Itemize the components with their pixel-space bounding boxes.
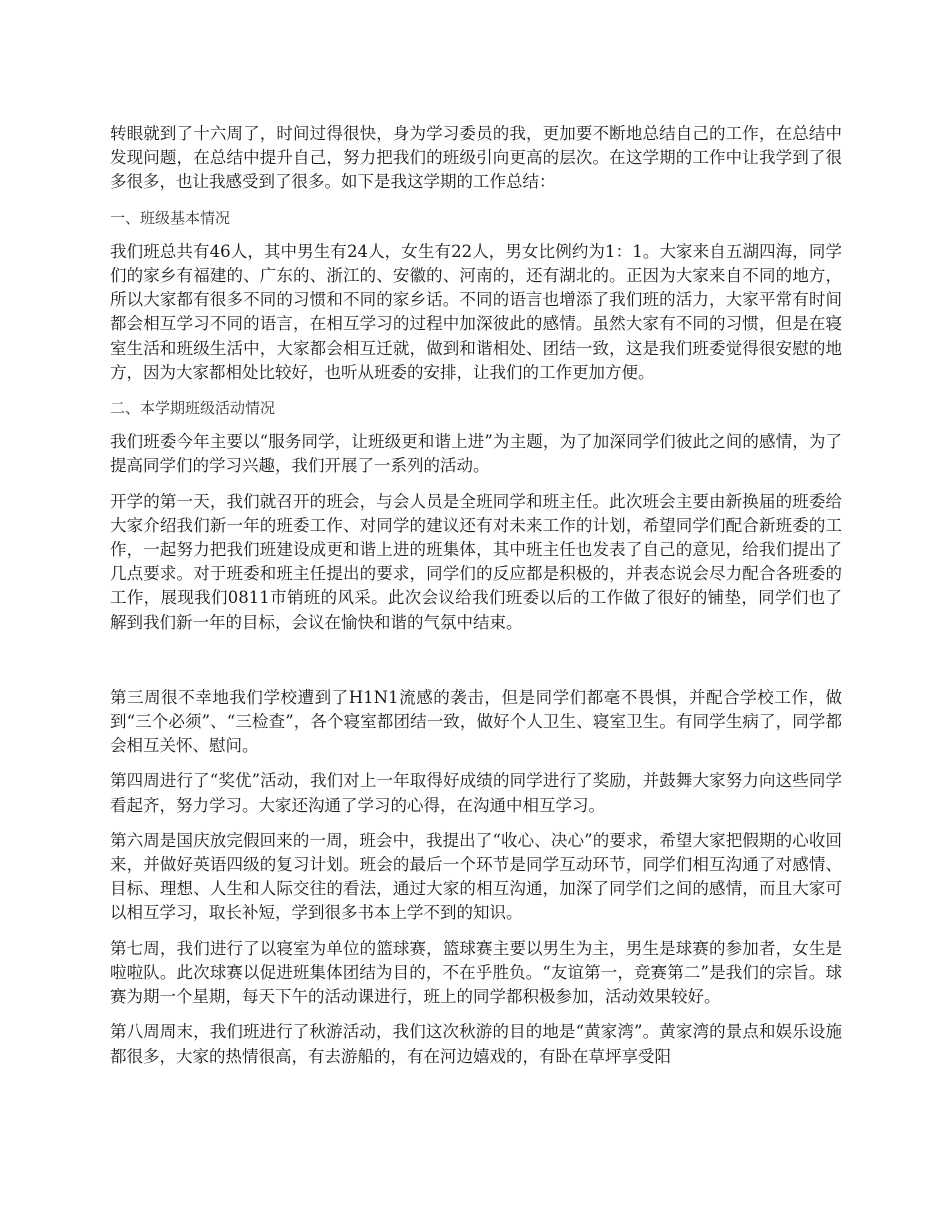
document-body: [110, 122, 842, 1080]
section-heading-class-activities: 二、本学期班级活动情况: [110, 399, 276, 418]
week-four-paragraph: 第四周进行了“奖优”活动，我们对上一年取得好成绩的同学进行了奖励，并鼓舞大家努力向这些同学看起齐，努力学习。大家还沟通了学习的心得，在沟通中相互学习。: [110, 771, 842, 815]
intro-paragraph: 转眼就到了十六周了，时间过得很快，身为学习委员的我，更加要不断地总结自己的工作，在总结中发现问题，在总结中提升自己，努力把我们的班级引向更高的层次。在这学期的工作中让我学到了很多很多，也让我感受到了很多。如下是我这学期的工作总结：: [110, 124, 842, 192]
section-heading-class-basics: 一、班级基本情况: [110, 208, 231, 227]
week-seven-paragraph: 第七周，我们进行了以寝室为单位的篮球赛，篮球赛主要以男生为主，男生是球赛的参加者，女生是啦啦队。此次球赛以促进班集体团结为目的，不在乎胜负。“友谊第一，竞赛第二”是我们的宗旨。球赛为期一个星期，每天下午的活动课进行，班上的同学都积极参加，活动效果较好。: [110, 938, 842, 1007]
activities-theme-paragraph: 我们班委今年主要以“服务同学，让班级更和谐上进”为主题，为了加深同学们彼此之间的感情，为了提高同学们的学习兴趣，我们开展了一系列的活动。: [110, 432, 842, 476]
blank-space: [110, 646, 842, 686]
first-day-meeting-paragraph: 开学的第一天，我们就召开的班会，与会人员是全班同学和班主任。此次班会主要由新换届的班委给大家介绍我们新一年的班委工作、对同学的建议还有对未来工作的计划，希望同学们配合新班委的工作，一起努力把我们班建设成更和谐上进的班集体，其中班主任也发表了自己的意见，给我们提出了几点要求。对于班委和班主任提出的要求，同学们的反应都是积极的，并表态说会尽力配合各班委的工作，展现我们0811市销班的风采。此次会议给我们班委以后的工作做了很好的铺垫，同学们也了解到我们新一年的目标，会议在愉快和谐的气氛中结束。: [110, 491, 842, 632]
week-eight-paragraph: 第八周周末，我们班进行了秋游活动，我们这次秋游的目的地是“黄家湾”。黄家湾的景点和娱乐设施都很多，大家的热情很高，有去游船的，有在河边嬉戏的，有卧在草坪享受阳: [110, 1022, 842, 1066]
week-three-paragraph: 第三周很不幸地我们学校遭到了H1N1流感的袭击，但是同学们都毫不畏惧，并配合学校工作，做到“三个必须”、“三检查”，各个寝室都团结一致，做好个人卫生、寝室卫生。有同学生病了，同学都会相互关怀、慰问。: [110, 687, 842, 756]
class-basics-paragraph: 我们班总共有46人，其中男生有24人，女生有22人，男女比例约为1：1。大家来自五湖四海，同学们的家乡有福建的、广东的、浙江的、安徽的、河南的，还有湖北的。正因为大家来自不同的地方，所以大家都有很多不同的习惯和不同的家乡话。不同的语言也增添了我们班的活力，大家平常有时间都会相互学习不同的语言，在相互学习的过程中加深彼此的感情。虽然大家有不同的习惯，但是在寝室生活和班级生活中，大家都会相互迁就，做到和谐相处、团结一致，这是我们班委觉得很安慰的地方，因为大家都相处比较好，也听从班委的安排，让我们的工作更加方便。: [110, 241, 842, 382]
week-six-paragraph: 第六周是国庆放完假回来的一周，班会中，我提出了“收心、决心”的要求，希望大家把假期的心收回来，并做好英语四级的复习计划。班会的最后一个环节是同学互动环节，同学们相互沟通了对感情、目标、理想、人生和人际交往的看法，通过大家的相互沟通，加深了同学们之间的感情，而且大家可以相互学习，取长补短，学到很多书本上学不到的知识。: [110, 830, 842, 923]
